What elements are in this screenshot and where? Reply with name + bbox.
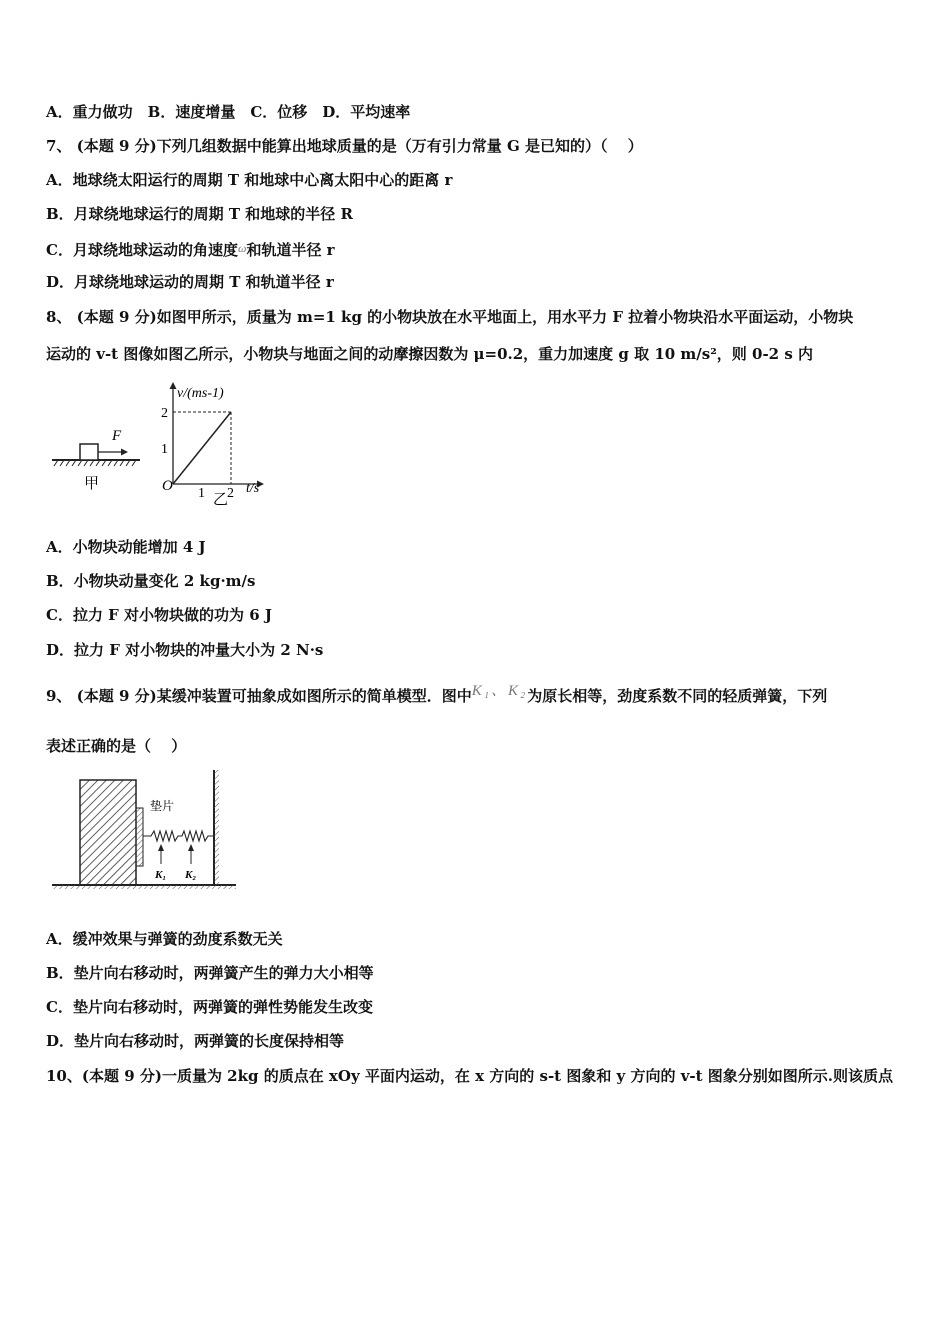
block xyxy=(80,780,136,885)
q10-stem: 10、(本题 9 分)一质量为 2kg 的质点在 xOy 平面内运动，在 x 方向的 s-t 图象和 y 方向的 v-t 图象分别如图所示.则该质点 xyxy=(46,1067,894,1085)
k2-label: K₂ xyxy=(185,869,197,881)
pad xyxy=(136,808,143,866)
q8-stem-line1: 8、 (本题 9 分)如图甲所示，质量为 m=1 kg 的小物块放在水平地面上，用水平力 F 拉着小物块沿水平面运动，小物块 xyxy=(46,308,854,326)
q9-option-d: D．垫片向右移动时，两弹簧的长度保持相等 xyxy=(46,1032,345,1050)
origin-label: O xyxy=(162,478,173,494)
k1-label: K₁ xyxy=(155,869,167,881)
q8-option-c: C．拉力 F 对小物块做的功为 6 J xyxy=(46,606,273,624)
figure-buffer-device xyxy=(50,768,240,894)
q9-stem-line2: 表述正确的是（ ） xyxy=(46,737,187,755)
series-line xyxy=(173,412,231,484)
figure-yi-caption: 乙 xyxy=(213,490,229,508)
q9-option-b: B．垫片向右移动时，两弹簧产生的弹力大小相等 xyxy=(46,964,374,982)
q8-stem-line2: 运动的 v-t 图像如图乙所示，小物块与地面之间的动摩擦因数为 μ=0.2，重力加速度 g 取 10 m/s²，则 0-2 s 内 xyxy=(46,345,814,363)
x-tick-label: 2 xyxy=(227,486,234,501)
k-symbols: K₁、K₂ xyxy=(471,683,528,699)
q7-option-a: A．地球绕太阳运行的周期 T 和地球中心离太阳中心的距离 r xyxy=(46,171,453,189)
q6-options: A．重力做功 B．速度增量 C．位移 D．平均速率 xyxy=(46,103,411,121)
q7-option-c xyxy=(46,238,335,260)
q9-stem-post: 为原长相等，劲度系数不同的轻质弹簧，下列 xyxy=(527,687,828,705)
q9-option-c: C．垫片向右移动时，两弹簧的弹性势能发生改变 xyxy=(46,998,373,1016)
q9-option-a: A．缓冲效果与弹簧的劲度系数无关 xyxy=(46,930,283,948)
figure-jia xyxy=(48,420,148,500)
q9-stem-line1 xyxy=(46,683,828,707)
y-tick-label: 2 xyxy=(161,406,168,421)
figure-yi xyxy=(156,378,276,510)
x-tick-label: 1 xyxy=(198,486,205,501)
q7-option-d: D．月球绕地球运动的周期 T 和轨道半径 r xyxy=(46,273,334,291)
q7-option-b: B．月球绕地球运行的周期 T 和地球的半径 R xyxy=(46,205,353,223)
vt-chart xyxy=(156,378,276,510)
q8-option-a: A．小物块动能增加 4 J xyxy=(46,538,206,556)
y-axis-label: v/(ms-1) xyxy=(177,386,224,401)
q8-option-b: B．小物块动量变化 2 kg·m/s xyxy=(46,572,256,590)
force-label: F xyxy=(112,428,122,444)
figure-jia-caption: 甲 xyxy=(84,474,100,492)
x-axis-label: t/s xyxy=(246,481,260,496)
q9-stem-pre: 9、 (本题 9 分)某缓冲装置可抽象成如图所示的简单模型．图中 xyxy=(46,687,472,705)
block xyxy=(80,444,98,460)
q8-option-d: D．拉力 F 对小物块的冲量大小为 2 N·s xyxy=(46,641,324,659)
y-tick-label: 1 xyxy=(161,442,168,457)
q7-option-c-post: 和轨道半径 r xyxy=(246,241,335,259)
omega-symbol: ω xyxy=(237,241,247,255)
pad-label: 垫片 xyxy=(150,799,175,813)
springs xyxy=(143,831,214,841)
q7-stem: 7、 (本题 9 分)下列几组数据中能算出地球质量的是（万有引力常量 G 是已知的）（ ） xyxy=(46,137,643,155)
q7-option-c-pre: C．月球绕地球运动的角速度 xyxy=(46,241,238,259)
